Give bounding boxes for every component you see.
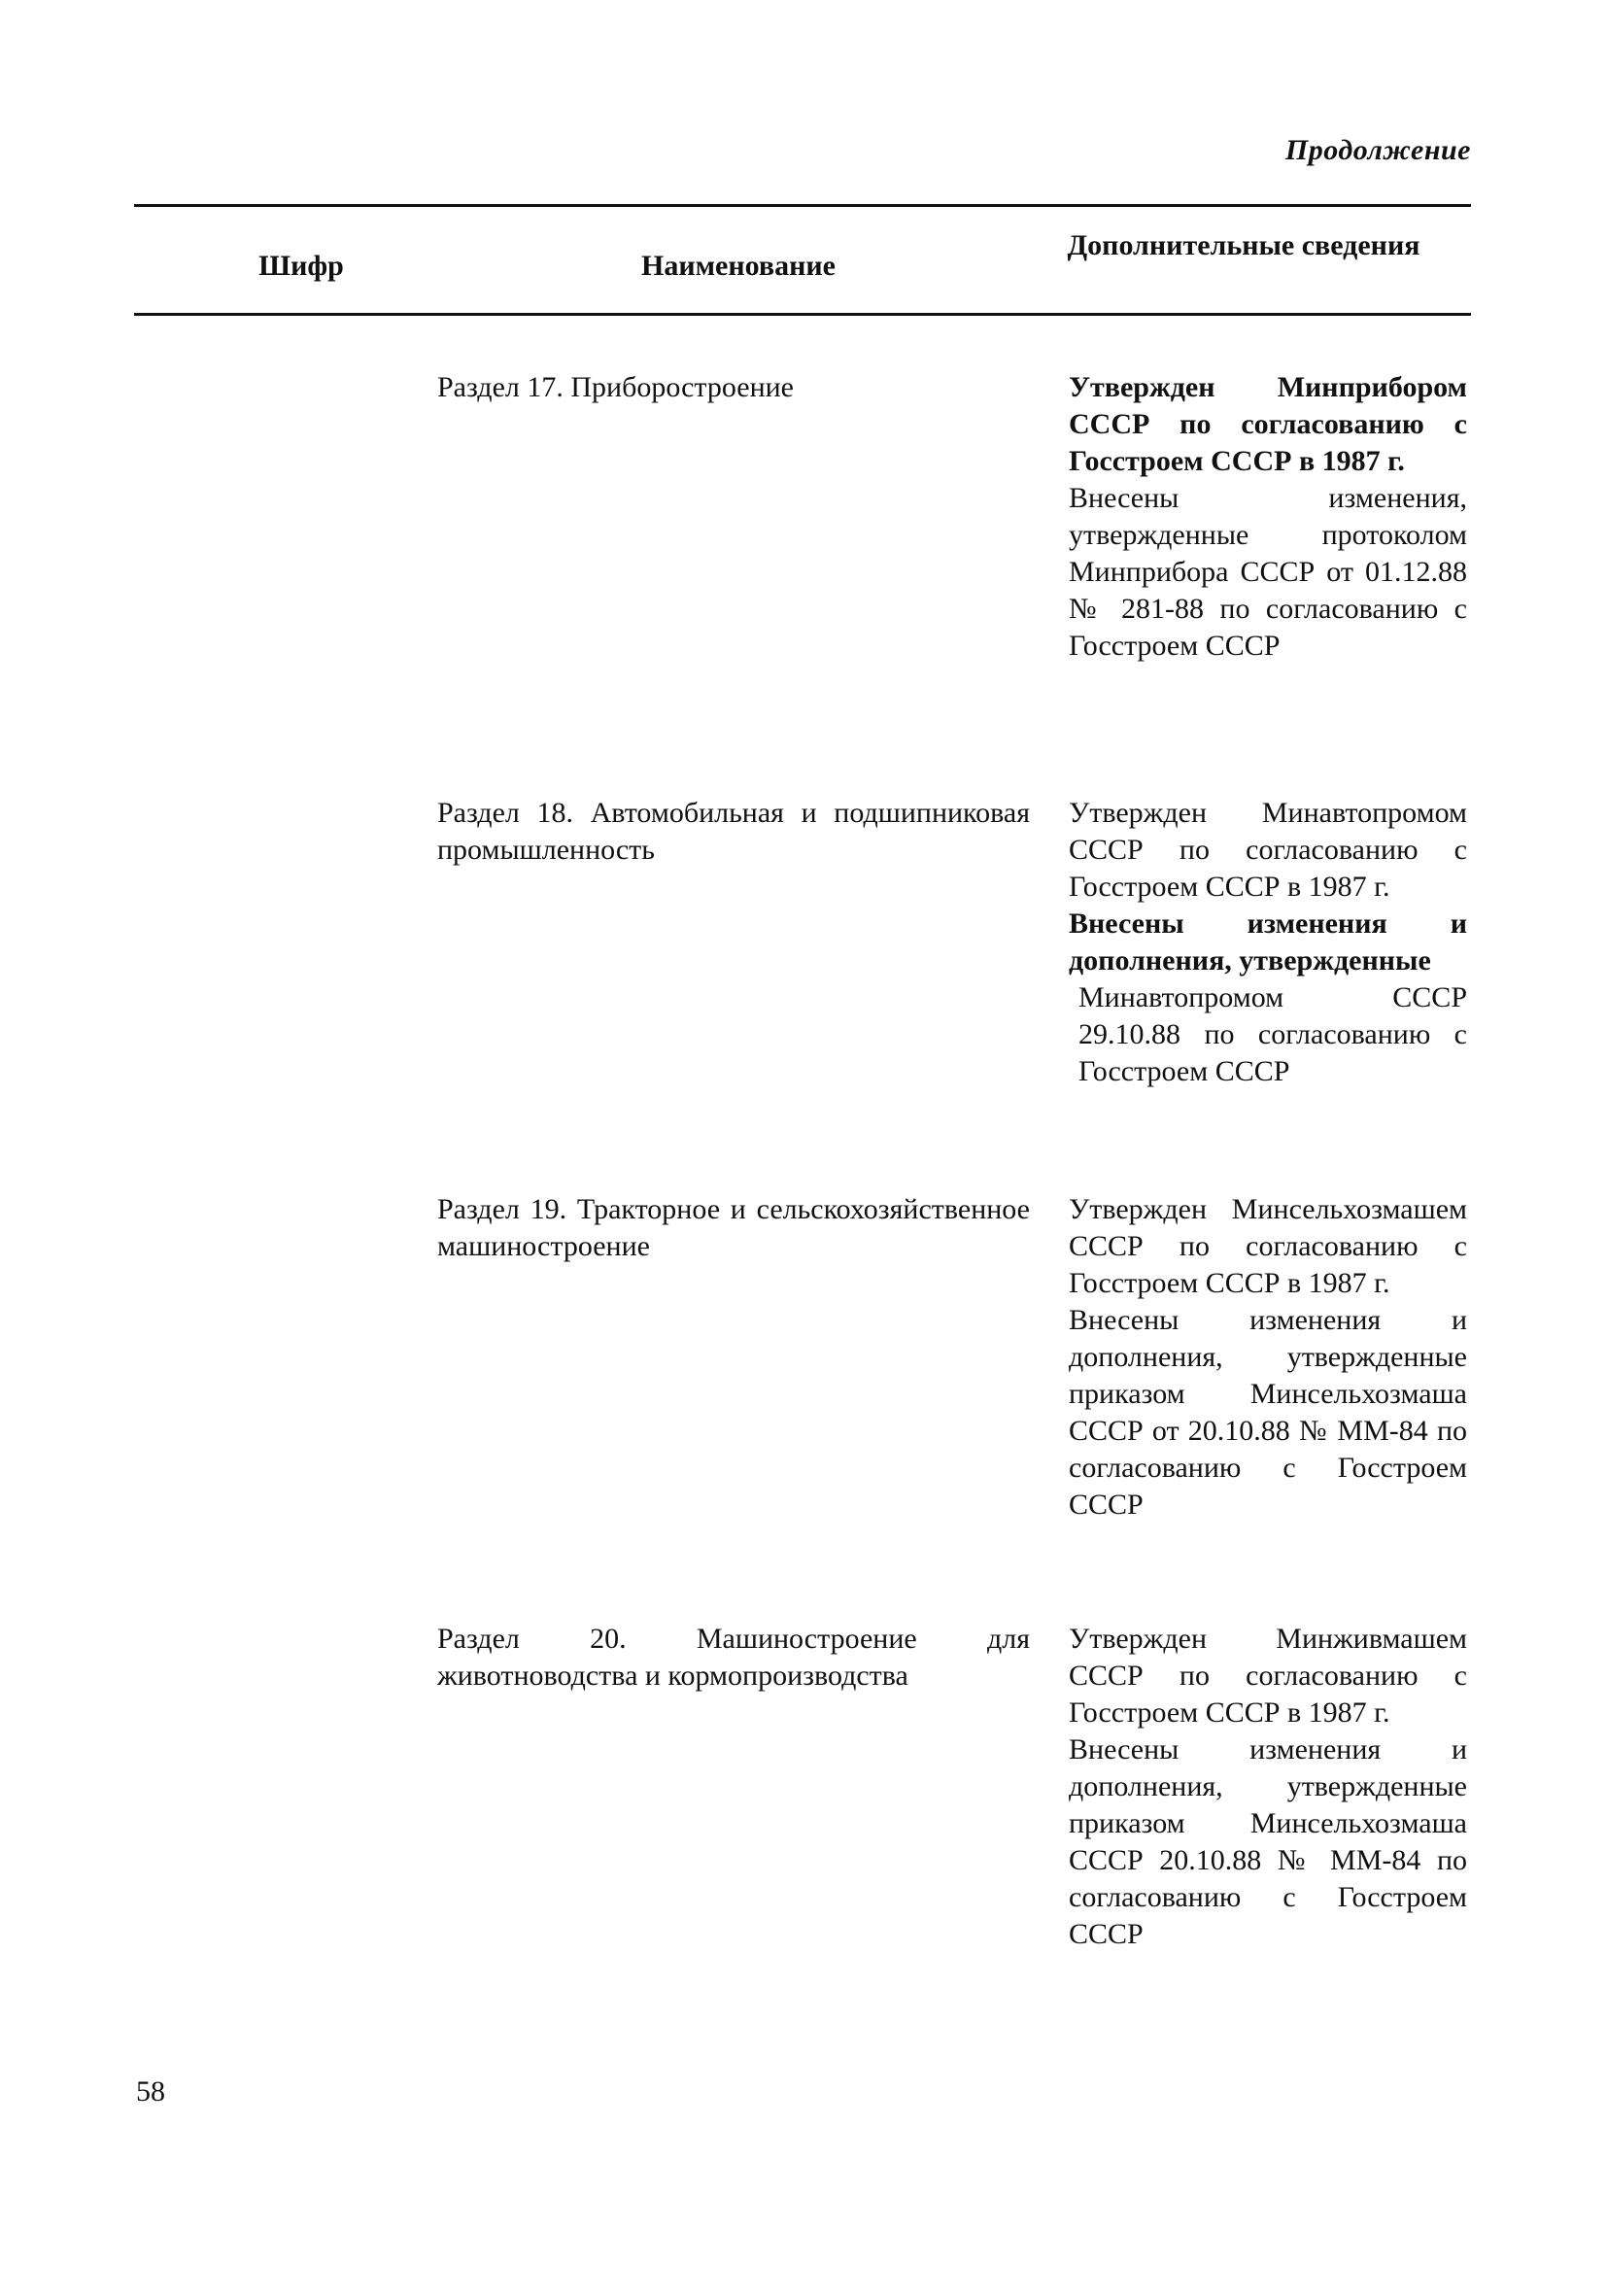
row-18-changes-bold: Внесены изменения и дополнения, утвержденные	[1069, 908, 1467, 977]
column-header-name: Наименование	[641, 250, 836, 282]
row-18-changes: Минавтопромом СССР 29.10.88 по согласованию с Госстроем СССР	[1078, 981, 1467, 1087]
row-17-info	[1069, 369, 1467, 665]
row-17-approved: Утвержден Минприбором СССР по согласованию с Госстроем СССР в 1987 г.	[1069, 371, 1467, 477]
row-20-name: Раздел 20. Машиностроение для животноводства и кормопроизводства	[437, 1623, 1030, 1692]
row-20-changes: Внесены изменения и дополнения, утвержденные приказом Минсельхозмаша СССР 20.10.88 № ММ-84 по согласованию с Госстроем СССР	[1069, 1733, 1467, 1950]
row-18-info	[1069, 795, 1467, 1090]
column-header-code: Шифр	[258, 250, 344, 282]
header-top-rule	[134, 204, 1471, 207]
row-17-changes: Внесены изменения, утвержденные протоколом Минприбора СССР от 01.12.88 № 281-88 по согласованию с Госстроем СССР	[1069, 482, 1467, 662]
row-20-info	[1069, 1621, 1467, 1953]
continuation-label: Продолжение	[1284, 134, 1471, 166]
row-19-changes: Внесены изменения и дополнения, утвержденные приказом Минсельхозмаша СССР от 20.10.88 № ММ-84 по согласованию с Госстроем СССР	[1069, 1304, 1467, 1521]
row-20-approved: Утвержден Минживмашем СССР по согласованию с Госстроем СССР в 1987 г.	[1069, 1623, 1467, 1729]
header-bottom-rule	[134, 313, 1471, 316]
row-18-approved: Утвержден Минавтопромом СССР по согласованию с Госстроем СССР в 1987 г.	[1069, 797, 1467, 903]
row-18-name: Раздел 18. Автомобильная и подшипниковая промышленность	[437, 797, 1030, 866]
column-header-info: Дополнительные сведения	[1067, 229, 1420, 261]
row-19-approved: Утвержден Минсельхозмашем СССР по согласованию с Госстроем СССР в 1987 г.	[1069, 1193, 1467, 1299]
row-19-name: Раздел 19. Тракторное и сельскохозяйственное машиностроение	[437, 1193, 1030, 1262]
row-17-name: Раздел 17. Приборостроение	[437, 371, 794, 403]
page-number: 58	[136, 2075, 165, 2108]
row-19-info	[1069, 1191, 1467, 1524]
